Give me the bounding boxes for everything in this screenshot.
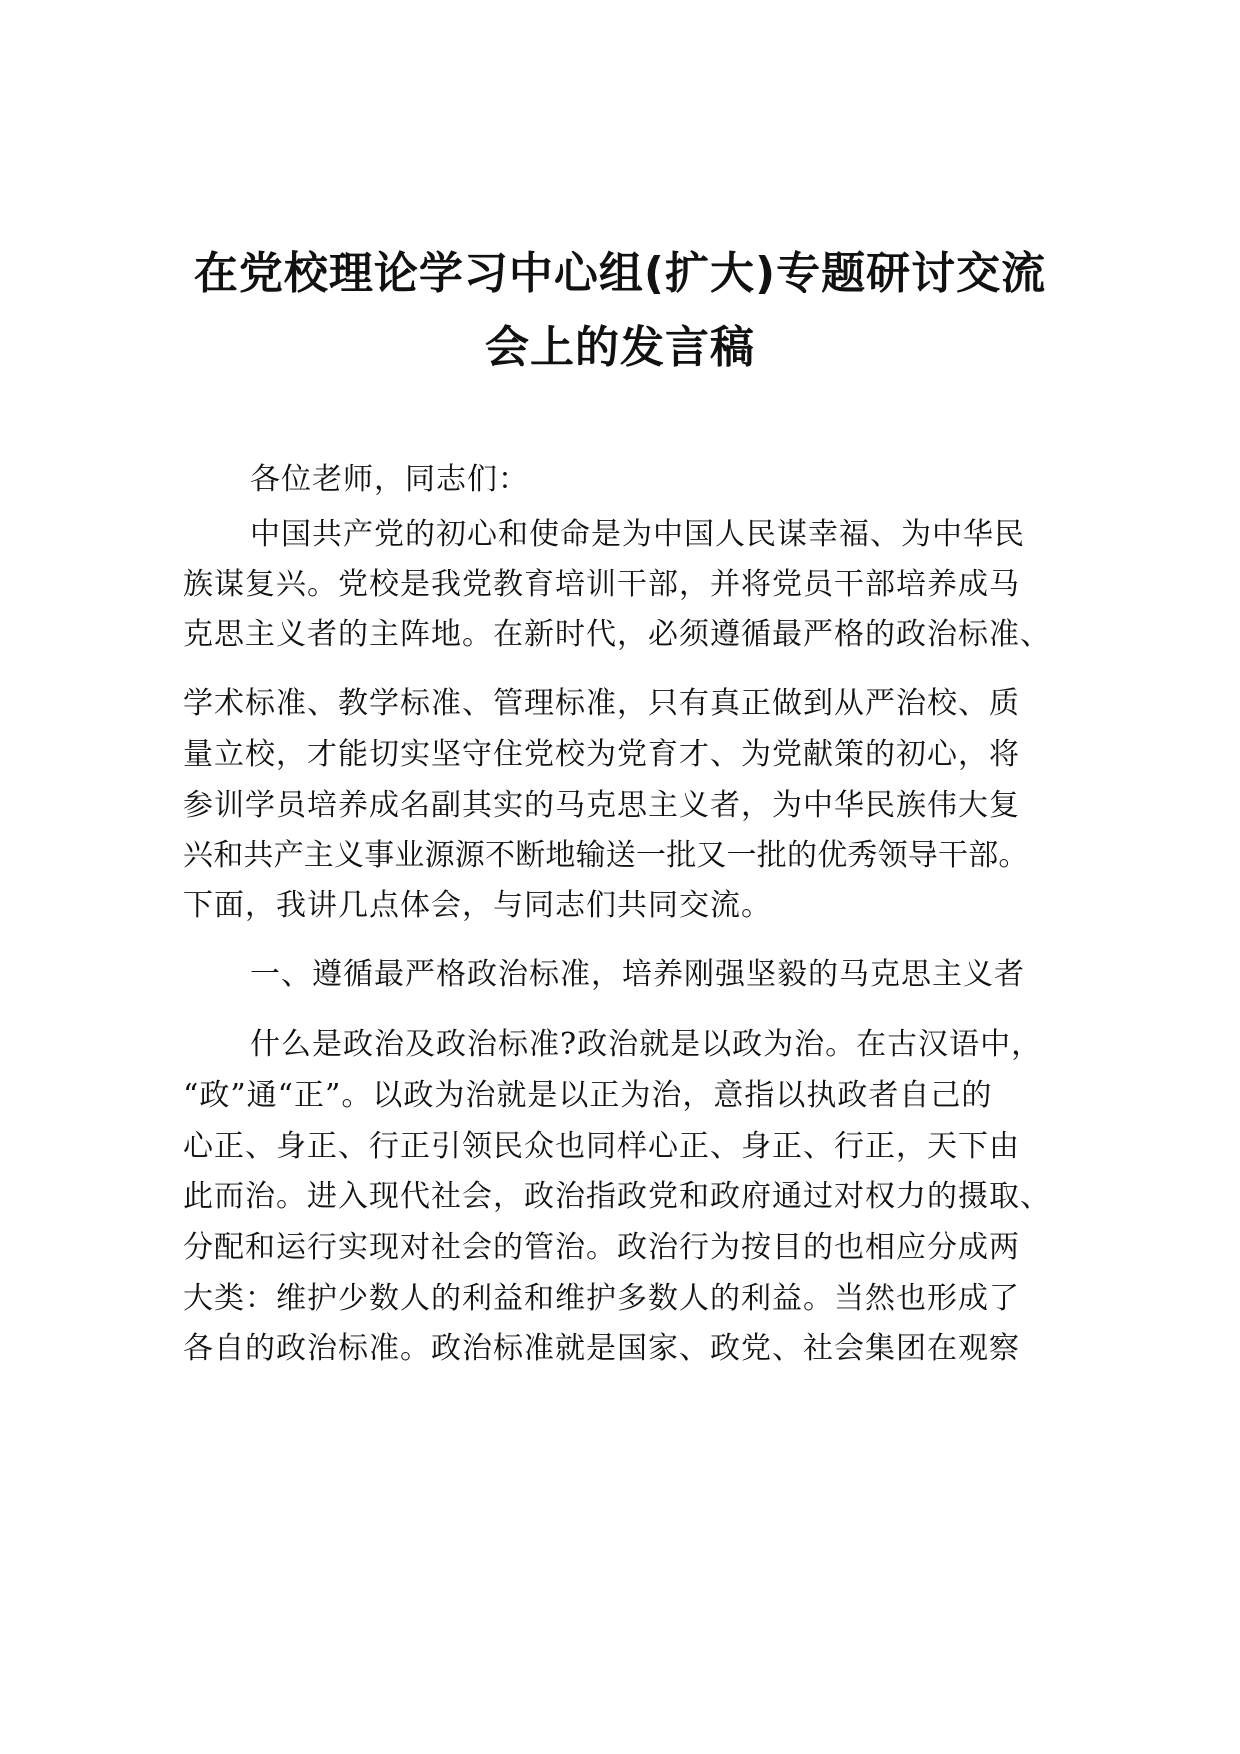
paragraph-line: 下面，我讲几点体会，与同志们共同交流。: [183, 888, 772, 923]
paragraph-line: 兴和共产主义事业源源不断地输送一批又一批的优秀领导干部。: [183, 838, 1029, 873]
document-title-line-1: 在党校理论学习中心组(扩大)专题研讨交流: [193, 248, 1047, 299]
paragraph-line: 量立校，才能切实坚守住党校为党育才、为党献策的初心，将: [183, 737, 1020, 772]
paragraph-line: 克思主义者的主阵地。在新时代，必须遵循最严格的政治标准、: [183, 617, 1051, 652]
paragraph-line: 心正、身正、行正引领民众也同样心正、身正、行正，天下由: [183, 1129, 1020, 1164]
salutation: 各位老师，同志们：: [250, 462, 529, 497]
section-heading: 一、遵循最严格政治标准，培养刚强坚毅的马克思主义者: [250, 957, 1025, 992]
document-title-line-2: 会上的发言稿: [485, 322, 755, 373]
paragraph-line: 此而治。进入现代社会，政治指政党和政府通过对权力的摄取、: [183, 1179, 1051, 1214]
paragraph-line: 大类：维护少数人的利益和维护多数人的利益。当然也形成了: [183, 1281, 1020, 1316]
paragraph-line: 中国共产党的初心和使命是为中国人民谋幸福、为中华民: [250, 517, 1025, 552]
paragraph-line: 参训学员培养成名副其实的马克思主义者，为中华民族伟大复: [183, 788, 1020, 823]
paragraph-line: 分配和运行实现对社会的管治。政治行为按目的也相应分成两: [183, 1230, 1020, 1265]
paragraph-line: 各自的政治标准。政治标准就是国家、政党、社会集团在观察: [183, 1331, 1020, 1366]
paragraph-line: 族谋复兴。党校是我党教育培训干部，并将党员干部培养成马: [183, 567, 1020, 602]
paragraph-line: 学术标准、教学标准、管理标准，只有真正做到从严治校、质: [183, 686, 1020, 721]
paragraph-line: “政”通“正”。以政为治就是以正为治，意指以执政者自己的: [183, 1078, 993, 1113]
paragraph-line: 什么是政治及政治标准?政治就是以政为治。在古汉语中，: [250, 1027, 1043, 1062]
